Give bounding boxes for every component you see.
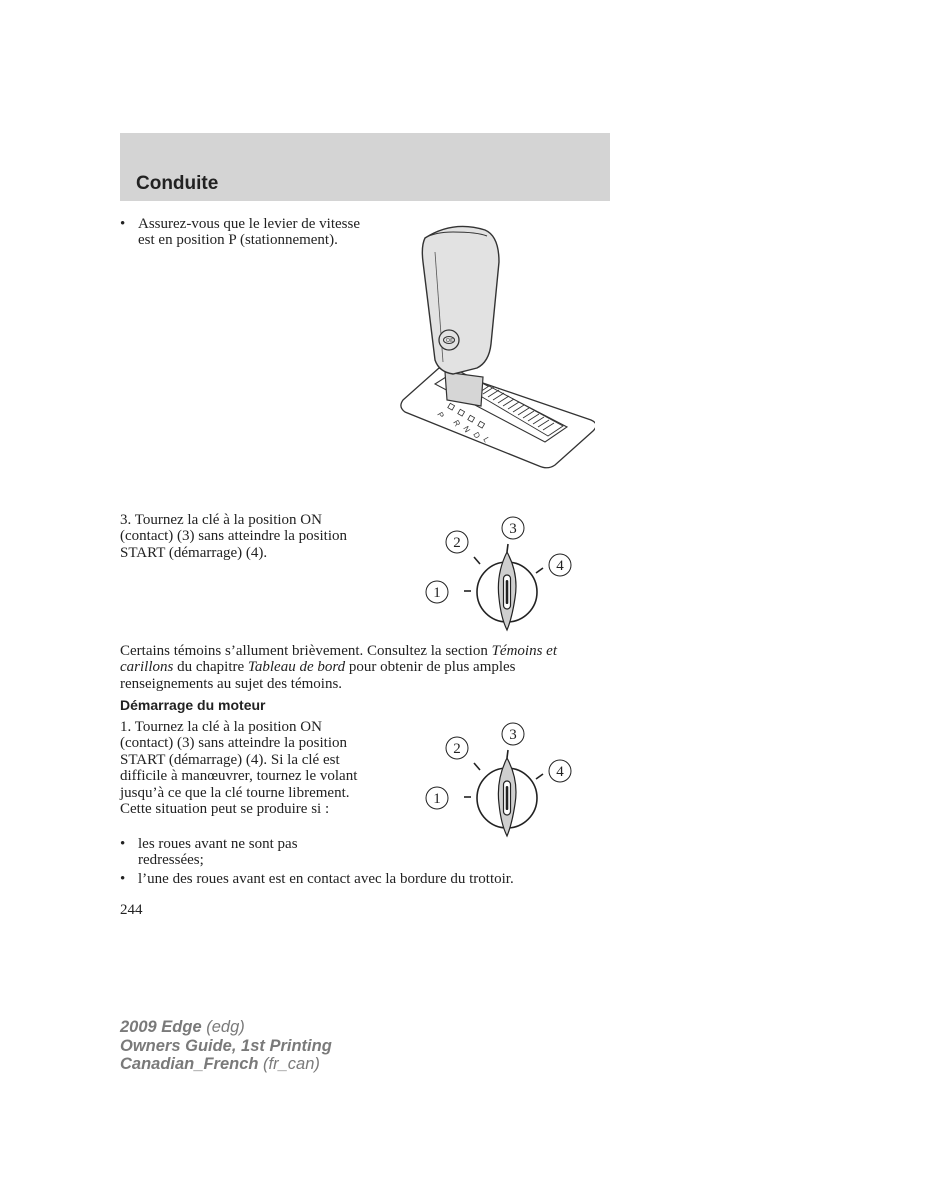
page-number: 244: [120, 902, 143, 918]
gear-label-r: R: [451, 418, 462, 429]
ignition-position-4: 4: [556, 558, 564, 574]
bullet-wheels-text: les roues avant ne sont pas redressées;: [138, 836, 298, 869]
paragraph-part-3: pour obtenir de plus amples renseignements au sujet des témoins.: [120, 659, 516, 692]
document-footer: [120, 1018, 332, 1074]
gear-label-d: D: [471, 430, 482, 441]
ignition-position-1: 1: [433, 791, 441, 807]
paragraph-emphasis-1: Témoins et carillons: [120, 643, 558, 676]
footer-line-3: [120, 1055, 332, 1074]
ignition-position-2: 2: [453, 535, 461, 551]
gear-label-l: L: [481, 435, 492, 444]
gear-shifter-illustration: [395, 222, 595, 484]
gear-label-n: N: [461, 424, 472, 435]
footer-line-1: [120, 1018, 332, 1037]
step-1-text: 1. Tournez la clé à la position ON (contact) (3) sans atteindre la position START (démarrage) (4). Si la clé est difficile à manœuvrer, tournez le volant jusqu’à ce que la clé tourne librement. Cette situation peut se produire si :: [120, 719, 358, 818]
paragraph-part-1: Certains témoins s’allument brièvement. Consultez la section: [120, 643, 492, 659]
footer-language-code: (fr_can): [258, 1055, 320, 1073]
bullet-gear-position: [120, 216, 360, 268]
footer-model: 2009 Edge: [120, 1018, 202, 1036]
chapter-header: [120, 133, 610, 201]
gear-label-p: P: [435, 410, 446, 420]
ignition-position-2: 2: [453, 741, 461, 757]
ignition-switch-illustration-2: [415, 718, 585, 838]
bullet-dot: •: [120, 836, 126, 852]
bullet-dot: •: [120, 871, 126, 887]
chapter-title: Conduite: [136, 173, 219, 194]
footer-model-code: (edg): [201, 1018, 245, 1036]
bullet-gear-text: Assurez-vous que le levier de vitesse est en position P (stationnement).: [138, 216, 361, 249]
ignition-position-3: 3: [509, 521, 517, 537]
warning-lights-paragraph: [120, 643, 610, 692]
ignition-position-1: 1: [433, 585, 441, 601]
footer-language: Canadian_French: [120, 1055, 259, 1073]
ignition-position-4: 4: [556, 764, 564, 780]
footer-line-2: Owners Guide, 1st Printing: [120, 1036, 332, 1055]
bullet-wheels-not-straight: [120, 836, 360, 870]
ignition-position-3: 3: [509, 727, 517, 743]
paragraph-emphasis-2: Tableau de bord: [247, 659, 346, 676]
bullet-curb-text: l’une des roues avant est en contact avec la bordure du trottoir.: [138, 871, 514, 887]
step-3-text: 3. Tournez la clé à la position ON (contact) (3) sans atteindre la position START (démarrage) (4).: [120, 512, 348, 561]
bullet-dot: •: [120, 216, 126, 232]
bullet-wheel-curb: [120, 871, 610, 889]
section-subheading: Démarrage du moteur: [120, 697, 266, 713]
ignition-switch-illustration-1: [415, 512, 585, 632]
svg-text:O/D: O/D: [446, 338, 455, 344]
paragraph-part-2: du chapitre: [173, 659, 248, 676]
